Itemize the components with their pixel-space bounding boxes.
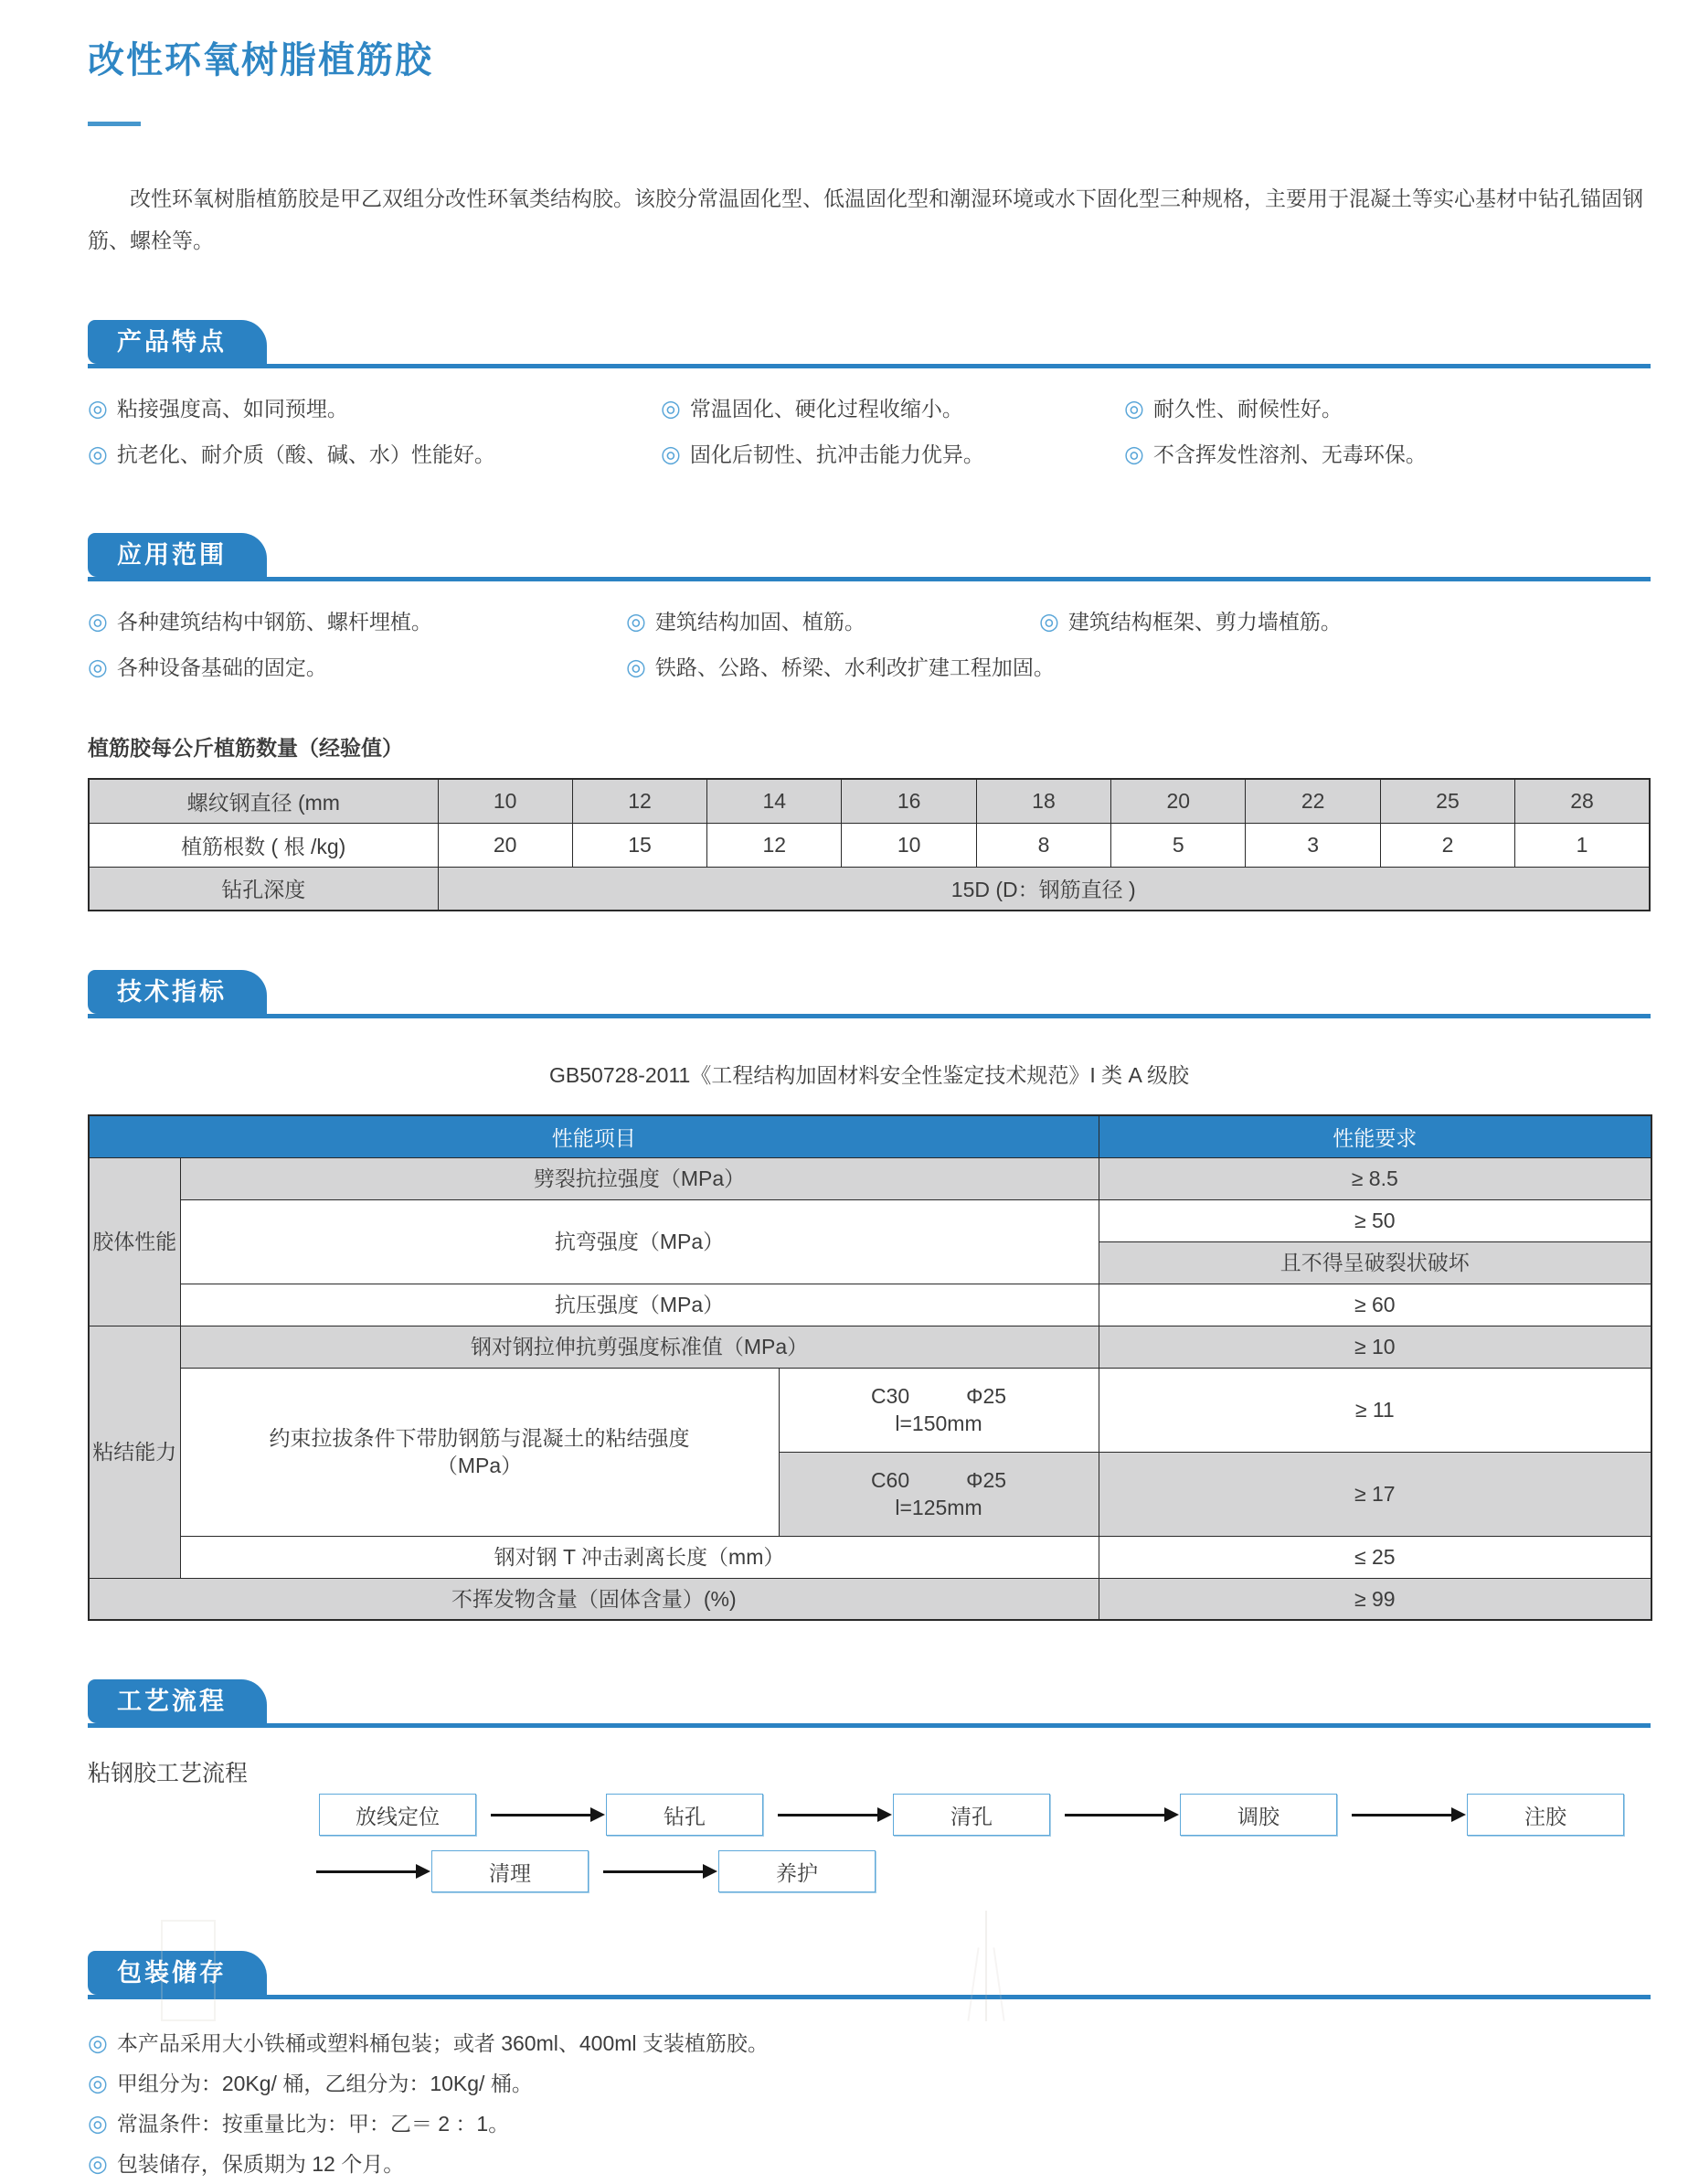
list-item: [88, 389, 661, 429]
table-cell: 8: [976, 823, 1110, 867]
application-text: 铁路、公路、桥梁、水利改扩建工程加固。: [654, 655, 1055, 679]
table-row: [89, 823, 1650, 867]
table-header-row: [89, 1115, 1651, 1157]
application-text: 建筑结构加固、植筋。: [654, 610, 865, 634]
features-section-badge: 产品特点: [88, 320, 267, 364]
list-item: [626, 602, 1039, 642]
table-row: [89, 1326, 1651, 1368]
feature-text: 固化后韧性、抗冲击能力优异。: [689, 442, 984, 466]
bullet-icon: ◎: [1124, 442, 1144, 467]
column-header-item: 性能项目: [89, 1115, 1099, 1157]
row-header-cell: 植筋根数 ( 根 /kg): [89, 823, 438, 867]
features-list: [88, 389, 1651, 474]
packaging-list: [88, 2023, 1651, 2184]
table-row: [89, 1578, 1651, 1620]
flow-step-box: 钻孔: [606, 1794, 763, 1836]
req-cell: 且不得呈破裂状破坏: [1099, 1241, 1651, 1284]
intro-paragraph: 改性环氧树脂植筋胶是甲乙双组分改性环氧类结构胶。该胶分常温固化型、低温固化型和潮湿环境或水下固化型三种规格，主要用于混凝土等实心基材中钻孔锚固钢筋、螺栓等。: [88, 186, 1643, 252]
feature-text: 抗老化、耐介质（酸、碱、水）性能好。: [116, 442, 495, 466]
table-cell: 1: [1515, 823, 1650, 867]
bullet-icon: ◎: [88, 2030, 108, 2056]
item-cell: 抗压强度（MPa）: [180, 1284, 1099, 1326]
table-row: [89, 1368, 1651, 1452]
row-header-cell: 螺纹钢直径 (mm: [89, 779, 438, 823]
table-cell: 3: [1246, 823, 1380, 867]
process-flow-row-2: [316, 1850, 1651, 1892]
column-header-req: 性能要求: [1099, 1115, 1651, 1157]
flow-step-box: 调胶: [1180, 1794, 1337, 1836]
bullet-icon: ◎: [88, 655, 108, 680]
bullet-icon: ◎: [88, 2151, 108, 2177]
table-cell: 12: [572, 779, 706, 823]
req-cell: ≥ 8.5: [1099, 1157, 1651, 1199]
flow-step-box: 注胶: [1467, 1794, 1624, 1836]
concrete-grade: C60: [870, 1468, 910, 1492]
item-cell: 劈裂抗拉强度（MPa）: [180, 1157, 1099, 1199]
arrow-right-icon: [603, 1870, 704, 1873]
flow-step-box: 清理: [431, 1850, 589, 1892]
list-item: [88, 2023, 1651, 2063]
group-cell-body: 胶体性能: [89, 1157, 180, 1326]
application-text: 各种设备基础的固定。: [116, 655, 327, 679]
flow-step-box: 清孔: [893, 1794, 1050, 1836]
rebar-count-table: [88, 778, 1651, 911]
req-cell: ≥ 50: [1099, 1199, 1651, 1241]
bullet-icon: ◎: [1124, 396, 1144, 421]
bar-diameter: Φ25: [966, 1384, 1007, 1408]
req-cell: ≥ 11: [1099, 1368, 1651, 1452]
spec-cell: [779, 1452, 1099, 1536]
feature-text: 耐久性、耐候性好。: [1152, 397, 1343, 421]
section-header-applications: [88, 533, 1651, 581]
applications-list: [88, 602, 1651, 687]
table-row: [89, 867, 1650, 911]
item-cell: 抗弯强度（MPa）: [180, 1199, 1099, 1284]
bullet-icon: ◎: [88, 609, 108, 634]
table-cell: 2: [1380, 823, 1514, 867]
table-row: [89, 1157, 1651, 1199]
item-cell: 钢对钢 T 冲击剥离长度（mm）: [180, 1536, 1099, 1578]
arrow-right-icon: [1352, 1814, 1452, 1816]
bullet-icon: ◎: [1039, 609, 1059, 634]
application-text: 各种建筑结构中钢筋、螺杆埋植。: [116, 610, 432, 634]
tech-spec-table: [88, 1114, 1652, 1621]
table-cell: 15: [572, 823, 706, 867]
packaging-text: 本产品采用大小铁桶或塑料桶包装；或者 360ml、400ml 支装植筋胶。: [116, 2031, 769, 2055]
table-row: [89, 1536, 1651, 1578]
rebar-table-caption: 植筋胶每公斤植筋数量（经验值）: [88, 736, 403, 760]
table-cell: 18: [976, 779, 1110, 823]
feature-text: 不含挥发性溶剂、无毒环保。: [1152, 442, 1427, 466]
table-cell: 5: [1111, 823, 1246, 867]
page-title: 改性环氧树脂植筋胶: [88, 40, 433, 80]
arrow-right-icon: [778, 1814, 878, 1816]
list-item: [88, 434, 661, 474]
table-row: [89, 779, 1650, 823]
list-item: [1039, 602, 1651, 642]
process-subtitle: 粘钢胶工艺流程: [88, 1761, 249, 1786]
arrow-right-icon: [1065, 1814, 1165, 1816]
table-cell: 12: [707, 823, 842, 867]
list-item: [88, 647, 626, 687]
table-cell: 25: [1380, 779, 1514, 823]
section-header-tech: [88, 970, 1651, 1018]
packaging-text: 常温条件：按重量比为：甲：乙＝ 2 ：1。: [116, 2112, 510, 2136]
section-header-packaging: [88, 1951, 1651, 1999]
packaging-text: 包装储存，保质期为 12 个月。: [116, 2152, 405, 2176]
flow-step-box: 放线定位: [319, 1794, 476, 1836]
bullet-icon: ◎: [88, 2111, 108, 2136]
bond-label-line1: 约束拉拔条件下带肋钢筋与混凝土的粘结强度: [269, 1426, 690, 1450]
bullet-icon: ◎: [661, 396, 681, 421]
list-item: [1124, 434, 1651, 474]
bullet-icon: ◎: [661, 442, 681, 467]
table-cell: 15D (D：钢筋直径 ): [438, 867, 1650, 911]
process-section-badge: 工艺流程: [88, 1679, 267, 1723]
req-cell: ≥ 10: [1099, 1326, 1651, 1368]
item-cell: 钢对钢拉伸抗剪强度标准值（MPa）: [180, 1326, 1099, 1368]
group-cell-bond: 粘结能力: [89, 1326, 180, 1578]
process-flow-row-1: [319, 1794, 1651, 1836]
table-cell: 14: [707, 779, 842, 823]
row-header-cell: 钻孔深度: [89, 867, 438, 911]
table-cell: 20: [1111, 779, 1246, 823]
bullet-icon: ◎: [88, 2071, 108, 2096]
list-item: [88, 602, 626, 642]
bullet-icon: ◎: [626, 655, 646, 680]
table-row: [89, 1284, 1651, 1326]
table-cell: 16: [842, 779, 976, 823]
list-item: [661, 389, 1124, 429]
arrow-right-icon: [491, 1814, 591, 1816]
list-item: [1124, 389, 1651, 429]
bond-label-line2: （MPa）: [436, 1454, 523, 1477]
title-underline-dash: [88, 122, 141, 126]
list-item: [88, 2104, 1651, 2144]
bullet-icon: ◎: [88, 442, 108, 467]
req-cell: ≥ 99: [1099, 1578, 1651, 1620]
concrete-grade: C30: [870, 1384, 910, 1408]
list-item: [661, 434, 1124, 474]
req-cell: ≥ 17: [1099, 1452, 1651, 1536]
embed-length: l=125mm: [895, 1496, 982, 1519]
item-cell: [180, 1368, 779, 1536]
arrow-right-icon: [316, 1870, 417, 1873]
bullet-icon: ◎: [88, 396, 108, 421]
bar-diameter: Φ25: [966, 1468, 1007, 1492]
list-item: [626, 647, 1055, 687]
list-item: [88, 2063, 1651, 2104]
flow-step-box: 养护: [718, 1850, 876, 1892]
feature-text: 常温固化、硬化过程收缩小。: [689, 397, 963, 421]
application-text: 建筑结构框架、剪力墙植筋。: [1067, 610, 1342, 634]
feature-text: 粘接强度高、如同预埋。: [116, 397, 348, 421]
item-cell: 不挥发物含量（固体含量）(%): [89, 1578, 1099, 1620]
tech-section-badge: 技术指标: [88, 970, 267, 1014]
table-cell: 10: [842, 823, 976, 867]
section-header-features: [88, 320, 1651, 368]
packaging-text: 甲组分为：20Kg/ 桶，乙组分为：10Kg/ 桶。: [116, 2072, 533, 2095]
standard-reference: GB50728-2011《工程结构加固材料安全性鉴定技术规范》I 类 A 级胶: [549, 1063, 1189, 1087]
table-row: [89, 1199, 1651, 1241]
table-cell: 20: [438, 823, 572, 867]
section-header-process: [88, 1679, 1651, 1728]
table-cell: 22: [1246, 779, 1380, 823]
req-cell: ≥ 60: [1099, 1284, 1651, 1326]
packaging-section-badge: 包装储存: [88, 1951, 267, 1995]
table-cell: 28: [1515, 779, 1650, 823]
req-cell: ≤ 25: [1099, 1536, 1651, 1578]
bullet-icon: ◎: [626, 609, 646, 634]
list-item: [88, 2144, 1651, 2184]
spec-cell: [779, 1368, 1099, 1452]
applications-section-badge: 应用范围: [88, 533, 267, 577]
embed-length: l=150mm: [895, 1412, 982, 1435]
table-cell: 10: [438, 779, 572, 823]
